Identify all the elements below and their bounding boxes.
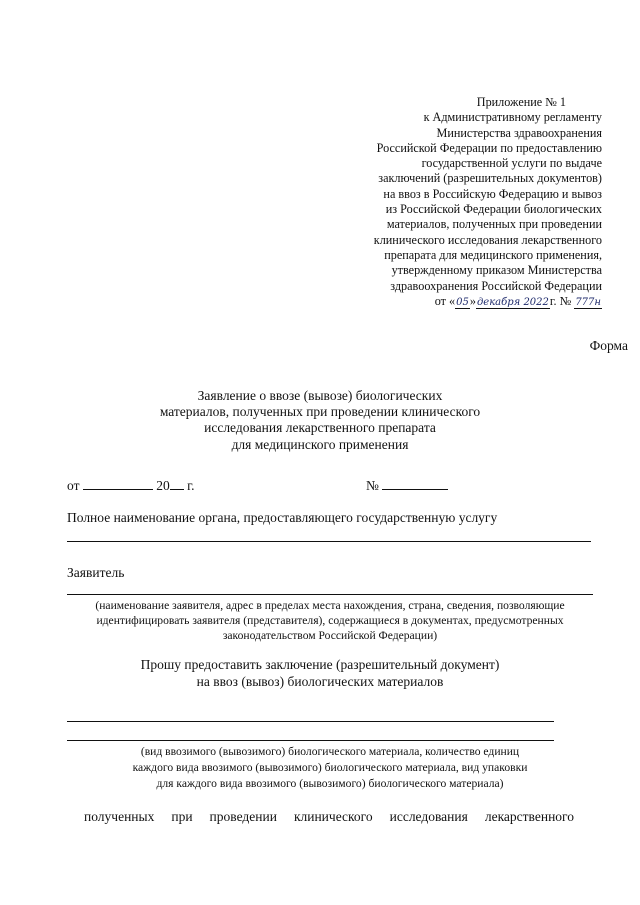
appendix-line: здравоохранения Российской Федерации (390, 278, 602, 293)
appendix-line: утвержденному приказом Министерства (391, 263, 602, 278)
organ-input-line[interactable] (67, 541, 591, 542)
date-blank[interactable] (83, 478, 153, 490)
appendix-line: заключений (разрешительных документов) (378, 171, 602, 186)
year-suffix: г. (187, 478, 195, 493)
appendix-line: Министерства здравоохранения (436, 125, 602, 140)
material-input-line-2[interactable] (67, 740, 554, 741)
title-line: материалов, полученных при проведении клинического (159, 404, 481, 420)
continuation-text: полученных при проведении клинического исследования лекарственного (84, 809, 574, 824)
applicant-input-line[interactable] (67, 594, 593, 595)
material-note-line: каждого вида ввозимого (вывозимого) биологического материала, вид упаковки (132, 761, 528, 774)
title-line: для медицинского применения (231, 436, 409, 452)
appendix-line: клинического исследования лекарственного (373, 232, 602, 247)
number-field (366, 478, 448, 494)
appendix-line: из Российской Федерации биологических (385, 202, 602, 217)
number-label: № (366, 478, 379, 493)
appendix-line: Приложение № 1 (476, 95, 566, 109)
applicant-note-line: (наименование заявителя, адрес в пределах места нахождения, страна, сведения, позволяющие (95, 599, 565, 612)
request-text (0, 657, 640, 690)
applicant-note (60, 598, 600, 643)
number-blank[interactable] (382, 478, 448, 490)
year-blank[interactable] (170, 478, 184, 490)
order-number: 777н (575, 296, 601, 308)
material-input-line-1[interactable] (67, 721, 554, 722)
appendix-line: препарата для медицинского применения, (384, 247, 602, 262)
order-prefix: от « (434, 293, 456, 308)
applicant-note-line: идентифицировать заявителя (представителя), содержащиеся в документах, предусмотренных (96, 614, 564, 627)
document-title (0, 388, 640, 453)
title-line: Заявление о ввозе (вывозе) биологических (197, 388, 443, 403)
appendix-line: материалов, полученных при проведении (386, 217, 602, 232)
date-prefix: от (67, 478, 80, 493)
order-reference: от «05»декабря 2022г. № 777н (434, 293, 601, 308)
material-note-line: для каждого вида ввозимого (вывозимого) биологического материала) (156, 777, 504, 790)
form-label: Форма (589, 338, 628, 353)
order-day: 05 (456, 296, 469, 308)
material-note (80, 744, 580, 792)
title-line: исследования лекарственного препарата (204, 420, 436, 436)
appendix-line: Российской Федерации по предоставлению (376, 140, 602, 155)
appendix-block (302, 95, 602, 309)
appendix-line: государственной услуги по выдаче (421, 156, 602, 171)
order-year-suffix: г. № (549, 293, 572, 308)
appendix-line: на ввоз в Российскую Федерацию и вывоз (383, 186, 602, 201)
year-prefix: 20 (156, 478, 170, 493)
appendix-line: к Административному регламенту (423, 110, 602, 125)
order-month-year: декабря 2022 (476, 296, 549, 308)
applicant-label: Заявитель (67, 565, 125, 580)
applicant-note-line: законодательством Российской Федерации) (222, 629, 438, 642)
material-note-line: (вид ввозимого (вывозимого) биологического материала, количество единиц (140, 745, 520, 758)
organ-label: Полное наименование органа, предоставляющего государственную услугу (67, 510, 498, 525)
date-field (67, 478, 195, 494)
request-line: на ввоз (вывоз) биологических материалов (196, 673, 444, 689)
request-line: Прошу предоставить заключение (разрешительный документ) (140, 657, 500, 672)
